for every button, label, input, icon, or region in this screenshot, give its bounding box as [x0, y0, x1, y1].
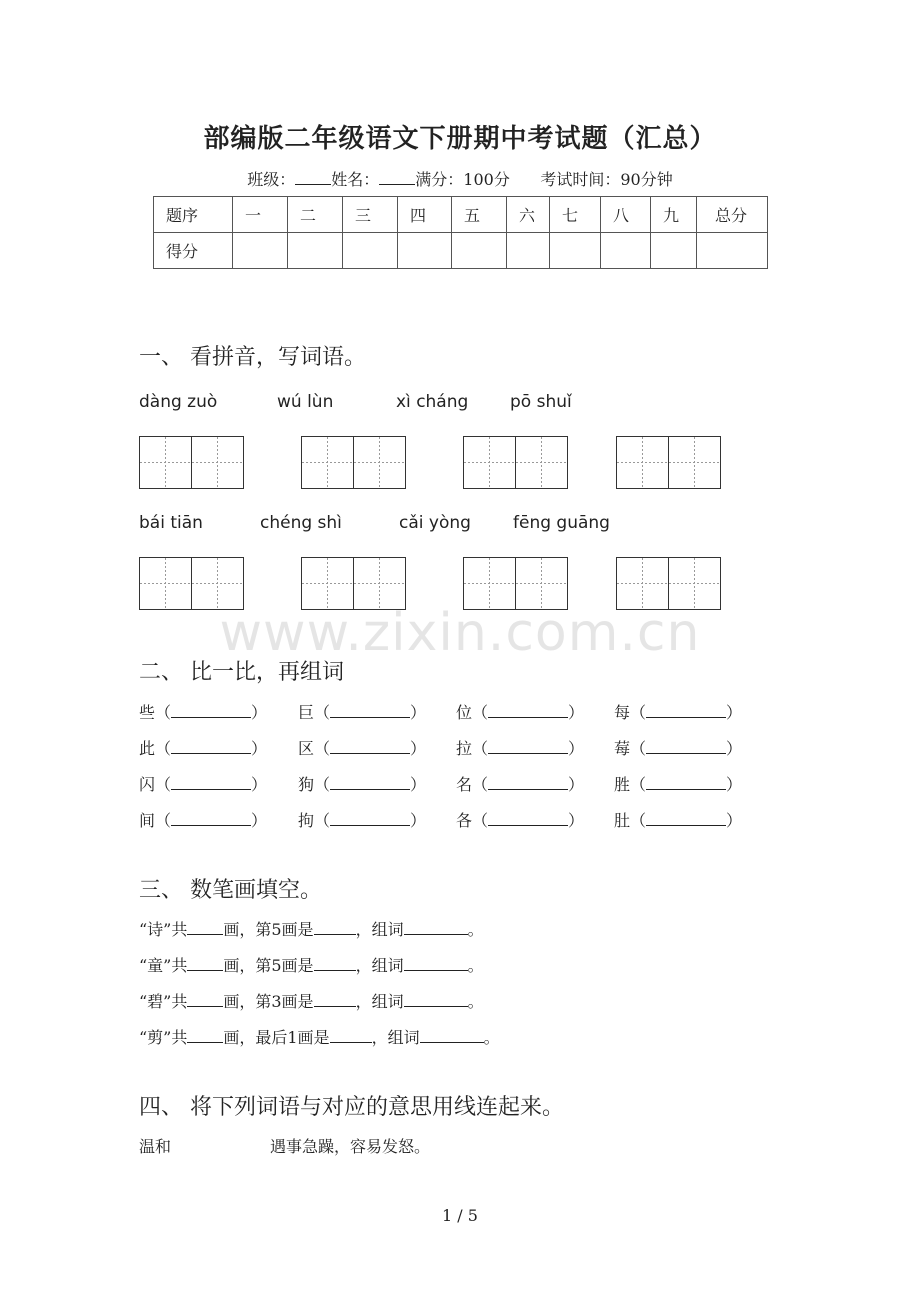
- pinyin-label: dàng zuò: [139, 392, 218, 412]
- compare-item[interactable]: 间（ ）: [139, 811, 268, 830]
- full-score: 满分：100分: [415, 170, 510, 189]
- compare-item[interactable]: 每（ ）: [614, 703, 743, 722]
- page-number: 1 / 5: [442, 1206, 478, 1225]
- compare-item[interactable]: 莓（ ）: [614, 739, 743, 758]
- name-label: 姓名：: [331, 170, 380, 189]
- writing-grid[interactable]: [139, 436, 244, 489]
- score-cell[interactable]: [697, 233, 768, 269]
- stroke-question[interactable]: “童”共 画，第5画是 ，组词 。: [139, 956, 484, 975]
- compare-item[interactable]: 位（ ）: [456, 703, 585, 722]
- compare-item[interactable]: 些（ ）: [139, 703, 268, 722]
- score-cell[interactable]: [233, 233, 288, 269]
- writing-grid[interactable]: [301, 436, 406, 489]
- compare-item[interactable]: 名（ ）: [456, 775, 585, 794]
- score-header-cell: 一: [233, 197, 288, 233]
- score-header-cell: 六: [507, 197, 550, 233]
- score-cell[interactable]: [601, 233, 651, 269]
- score-header-cell: 七: [550, 197, 601, 233]
- compare-char: 区: [298, 739, 315, 758]
- compare-item[interactable]: 肚（ ）: [614, 811, 743, 830]
- compare-char: 狗: [298, 775, 315, 794]
- writing-grid[interactable]: [463, 436, 568, 489]
- score-cell[interactable]: [398, 233, 452, 269]
- pinyin-label: xì cháng: [396, 392, 469, 412]
- compare-char: 拘: [298, 811, 315, 830]
- score-header-cell: 二: [288, 197, 343, 233]
- class-blank[interactable]: [295, 170, 331, 185]
- name-blank[interactable]: [379, 170, 415, 185]
- pinyin-label: bái tiān: [139, 513, 203, 533]
- pinyin-label: pō shuǐ: [510, 392, 572, 412]
- compare-char: 些: [139, 703, 156, 722]
- compare-item[interactable]: 各（ ）: [456, 811, 585, 830]
- compare-item[interactable]: 巨（ ）: [298, 703, 427, 722]
- writing-grid[interactable]: [616, 436, 721, 489]
- score-header-cell: 八: [601, 197, 651, 233]
- compare-char: 肚: [614, 811, 631, 830]
- compare-char: 名: [456, 775, 473, 794]
- exam-time: 考试时间：90分钟: [540, 170, 673, 189]
- score-cell[interactable]: [452, 233, 507, 269]
- stroke-question[interactable]: “剪”共 画，最后1画是 ，组词 。: [139, 1028, 500, 1047]
- score-table-score-row: [154, 233, 768, 269]
- compare-item[interactable]: 此（ ）: [139, 739, 268, 758]
- score-header-cell: 四: [398, 197, 452, 233]
- score-header-cell: 三: [343, 197, 398, 233]
- compare-char: 间: [139, 811, 156, 830]
- compare-item[interactable]: 拘（ ）: [298, 811, 427, 830]
- score-cell[interactable]: [507, 233, 550, 269]
- compare-item[interactable]: 胜（ ）: [614, 775, 743, 794]
- pinyin-label: cǎi yòng: [399, 513, 471, 533]
- pinyin-label: wú lùn: [277, 392, 334, 412]
- compare-char: 闪: [139, 775, 156, 794]
- stroke-question[interactable]: “诗”共 画，第5画是 ，组词 。: [139, 920, 484, 939]
- stroke-question[interactable]: “碧”共 画，第3画是 ，组词 。: [139, 992, 484, 1011]
- match-word[interactable]: 温和: [139, 1137, 172, 1156]
- compare-char: 巨: [298, 703, 315, 722]
- compare-char: 拉: [456, 739, 473, 758]
- section3-heading: 三、 数笔画填空。: [139, 878, 322, 903]
- score-table-header-row: [154, 197, 768, 233]
- pinyin-label: fēng guāng: [513, 513, 610, 533]
- compare-char: 每: [614, 703, 631, 722]
- score-cell[interactable]: [651, 233, 697, 269]
- compare-char: 胜: [614, 775, 631, 794]
- page-title: 部编版二年级语文下册期中考试题（汇总）: [203, 124, 717, 154]
- watermark: www.zixin.com.cn: [219, 603, 701, 663]
- section2-heading: 二、 比一比，再组词: [139, 660, 344, 685]
- compare-char: 莓: [614, 739, 631, 758]
- score-cell[interactable]: [288, 233, 343, 269]
- class-label: 班级：: [247, 170, 296, 189]
- compare-item[interactable]: 狗（ ）: [298, 775, 427, 794]
- compare-item[interactable]: 区（ ）: [298, 739, 427, 758]
- compare-item[interactable]: 闪（ ）: [139, 775, 268, 794]
- score-header-cell: 五: [452, 197, 507, 233]
- section1-heading: 一、 看拼音，写词语。: [139, 345, 366, 370]
- score-header-cell: 九: [651, 197, 697, 233]
- score-header-cell: 题序: [154, 197, 233, 233]
- score-row-label: 得分: [154, 233, 233, 269]
- compare-char: 各: [456, 811, 473, 830]
- pinyin-label: chéng shì: [260, 513, 342, 533]
- compare-char: 此: [139, 739, 156, 758]
- score-header-cell: 总分: [697, 197, 768, 233]
- section4-heading: 四、 将下列词语与对应的意思用线连起来。: [139, 1095, 564, 1120]
- score-cell[interactable]: [550, 233, 601, 269]
- exam-info-line: [0, 167, 920, 190]
- score-table: [153, 196, 768, 269]
- compare-char: 位: [456, 703, 473, 722]
- match-meaning[interactable]: 遇事急躁，容易发怒。: [270, 1137, 431, 1156]
- score-cell[interactable]: [343, 233, 398, 269]
- compare-item[interactable]: 拉（ ）: [456, 739, 585, 758]
